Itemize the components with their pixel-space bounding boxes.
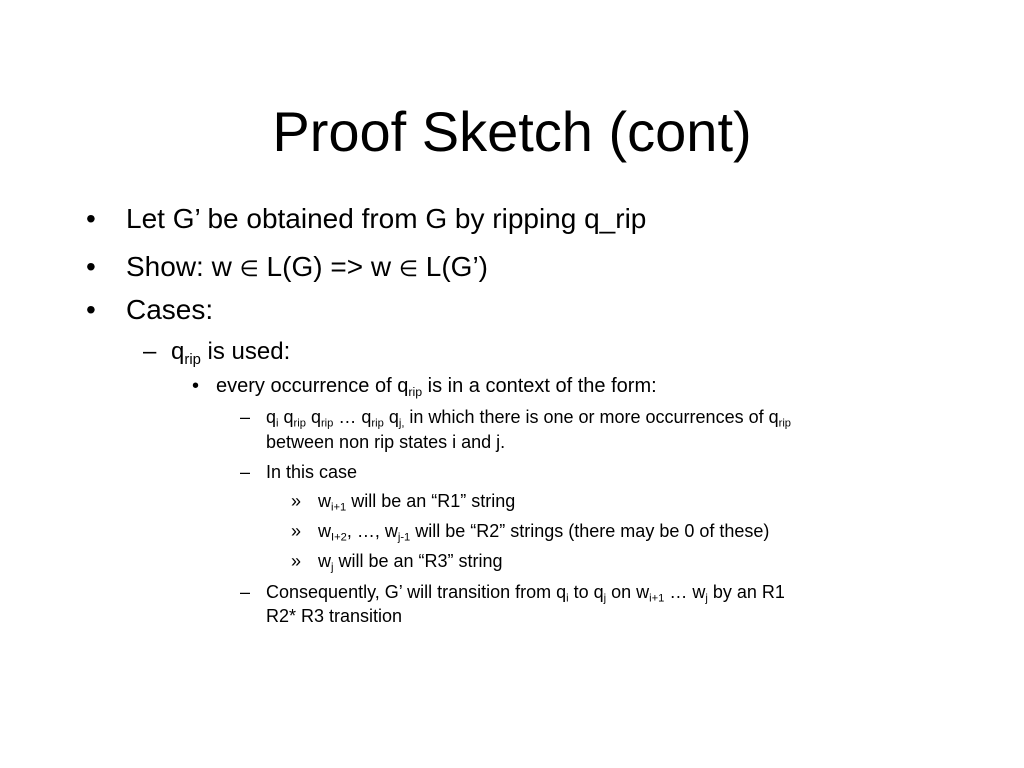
text-fragment: every occurrence of q	[216, 375, 409, 397]
subitem-r2-strings	[318, 520, 769, 542]
bullet-text: Cases:	[126, 294, 214, 325]
dash-marker: –	[240, 407, 251, 427]
text-fragment: will be an “R1” string	[346, 491, 516, 511]
bullet-text: Let G’ be obtained from G by ripping q_rip	[126, 203, 647, 234]
subscript: rip	[184, 351, 201, 368]
element-of-symbol: ∈	[398, 256, 418, 281]
text-fragment: q	[266, 407, 277, 427]
text-fragment: on w	[606, 582, 650, 602]
dash-marker: –	[240, 582, 251, 602]
subscript: i+1	[649, 592, 665, 605]
text-fragment: q	[388, 407, 399, 427]
subscript: j-1	[397, 531, 411, 544]
bullet-marker: •	[86, 294, 96, 325]
element-of-symbol: ∈	[239, 256, 259, 281]
bullet-text: L(G) => w	[258, 251, 399, 282]
subscript: j,	[398, 417, 405, 430]
bullet-show	[126, 251, 488, 285]
item-context-form-line2: between non rip states i and j.	[266, 432, 506, 452]
raquo-marker: »	[291, 521, 302, 541]
raquo-marker: »	[291, 551, 302, 571]
text-fragment: w	[318, 491, 331, 511]
text-fragment: …	[333, 407, 362, 427]
item-consequently-line2: R2* R3 transition	[266, 606, 403, 626]
text-fragment: in which there is one or more occurrences of q	[404, 407, 779, 427]
text-fragment: to q	[568, 582, 604, 602]
bullet-marker: •	[192, 375, 200, 397]
subscript: rip	[408, 384, 423, 399]
text-fragment: by an R1	[707, 582, 785, 602]
text-fragment: w	[318, 551, 331, 571]
bullet-text: L(G’)	[418, 251, 488, 282]
subscript: j	[331, 561, 334, 574]
subscript: rip	[778, 417, 792, 430]
subscript: j	[705, 592, 708, 605]
text-fragment: will be “R2” strings (there may be 0 of these)	[410, 521, 770, 541]
subscript: j	[603, 592, 607, 605]
text-fragment: , …, w	[346, 521, 398, 541]
text-fragment: is used:	[200, 338, 291, 365]
item-consequently	[266, 581, 785, 603]
subscript: i+1	[331, 501, 347, 514]
text-fragment: q	[310, 407, 321, 427]
slide-title: Proof Sketch (cont)	[272, 100, 752, 163]
subbullet-qrip-used	[171, 338, 290, 366]
subscript: rip	[371, 417, 384, 430]
subscript: i	[566, 592, 569, 605]
bullet-marker: •	[86, 251, 96, 282]
text-fragment: q	[171, 338, 185, 365]
text-fragment: … w	[664, 582, 706, 602]
subscript: rip	[293, 417, 306, 430]
subscript: i	[276, 417, 279, 430]
subitem-r3-string	[318, 550, 503, 572]
dash-marker: –	[143, 338, 157, 365]
subbullet-every-occurrence	[216, 374, 657, 398]
text-fragment: w	[318, 521, 331, 541]
subitem-r1-string	[318, 490, 515, 512]
dash-marker: –	[240, 462, 251, 482]
subscript: I+2	[331, 531, 347, 544]
item-context-form	[266, 406, 791, 428]
bullet-text: Show: w	[126, 251, 240, 282]
text-fragment: q	[361, 407, 372, 427]
text-fragment: Consequently, G’ will transition from q	[266, 582, 567, 602]
subscript: rip	[320, 417, 334, 430]
text-fragment: is in a context of the form:	[422, 375, 657, 397]
raquo-marker: »	[291, 491, 302, 511]
bullet-let-g-prime	[126, 203, 646, 235]
bullet-marker: •	[86, 203, 96, 234]
text-fragment: will be an “R3” string	[333, 551, 503, 571]
text-fragment: q	[283, 407, 294, 427]
item-in-this-case: In this case	[266, 462, 358, 482]
bullet-cases	[126, 294, 213, 326]
